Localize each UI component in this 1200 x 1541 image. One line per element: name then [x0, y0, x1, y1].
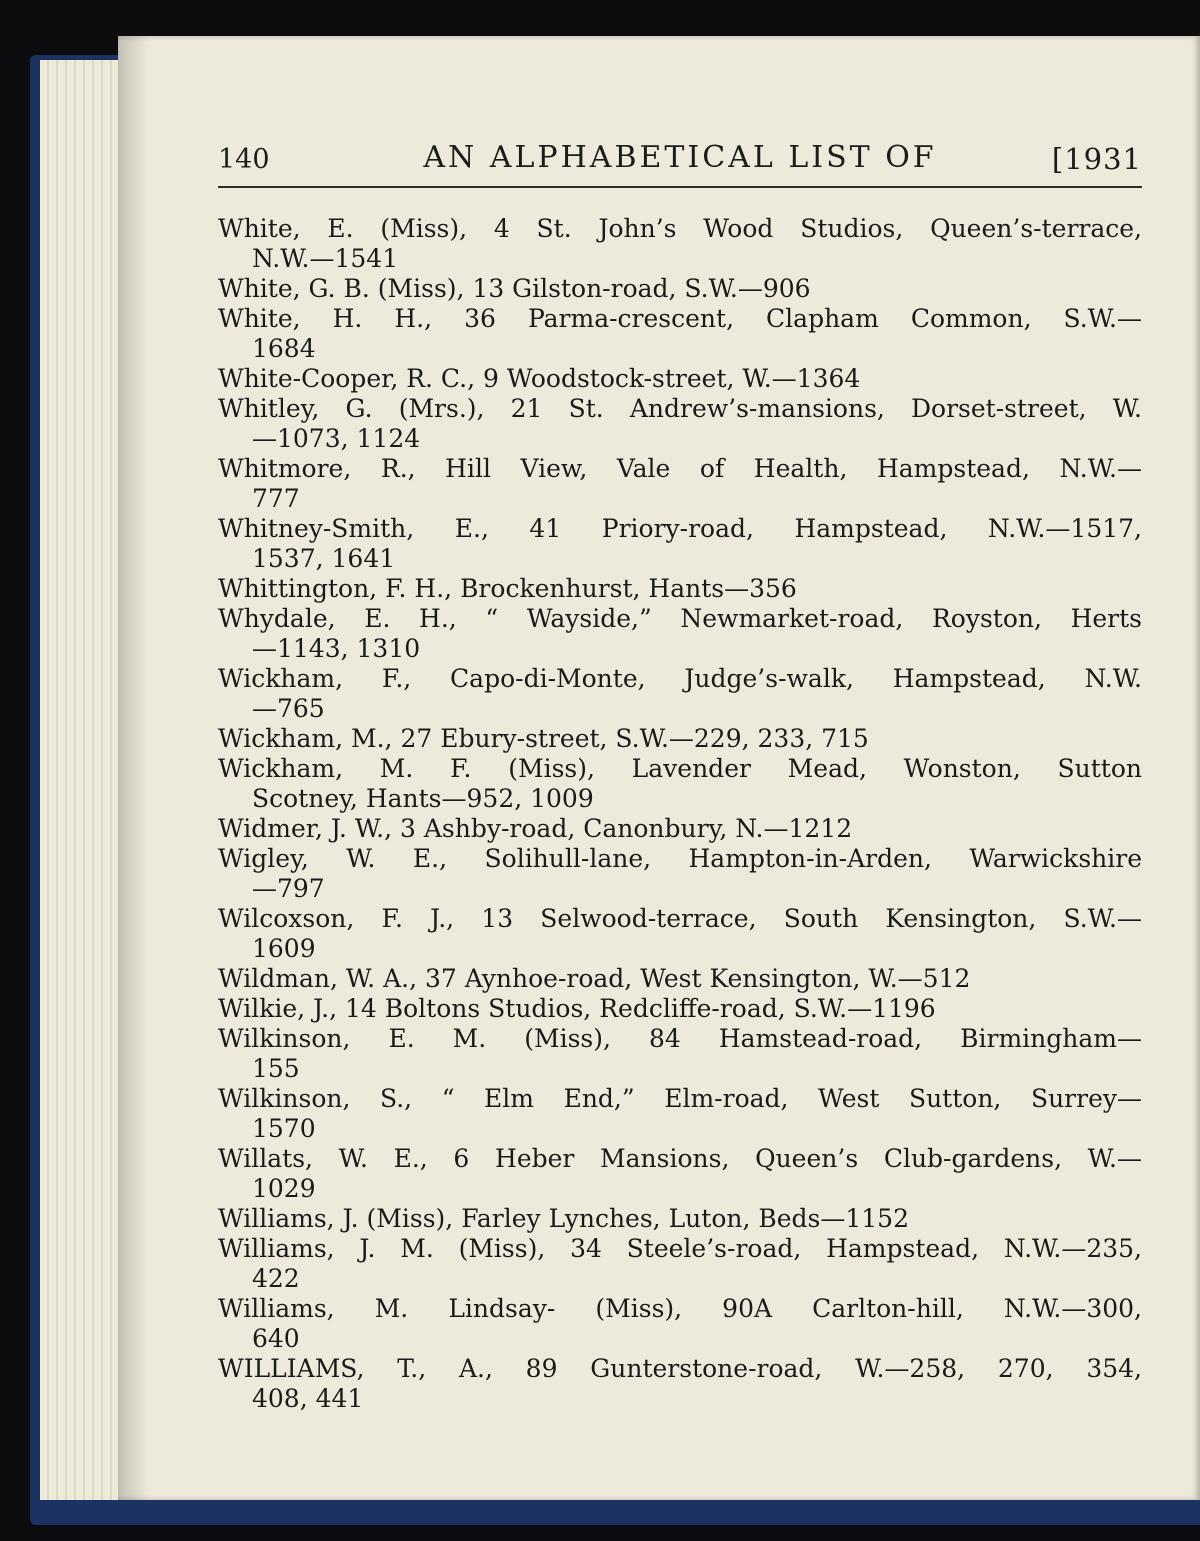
entry-line: Wilkie, J., 14 Boltons Studios, Redcliffe-road, S.W.—1196: [218, 994, 936, 1023]
entry-continuation: N.W.—1541: [252, 244, 399, 273]
entry-line: Wilkinson, E. M. (Miss), 84 Hamstead-road, Birmingham—: [218, 1024, 1142, 1053]
page-number: 140: [218, 144, 270, 175]
entry-line: White, H. H., 36 Parma-crescent, Clapham Common, S.W.—: [218, 304, 1142, 333]
entry-line: Wickham, M. F. (Miss), Lavender Mead, Wonston, Sutton: [218, 754, 1142, 783]
list-entry: [218, 1084, 1142, 1144]
list-entry: [218, 994, 1142, 1024]
entry-line: White, G. B. (Miss), 13 Gilston-road, S.W.—906: [218, 274, 811, 303]
list-entry: [218, 394, 1142, 454]
header-rule: [218, 186, 1142, 188]
list-entry: [218, 454, 1142, 514]
entry-continuation: 408, 441: [252, 1384, 364, 1413]
entry-continuation: 1570: [252, 1114, 316, 1143]
entry-line: WILLIAMS, T., A., 89 Gunterstone-road, W.—258, 270, 354,: [218, 1354, 1142, 1383]
entry-line: Williams, J. M. (Miss), 34 Steele’s-road, Hampstead, N.W.—235,: [218, 1234, 1142, 1263]
entry-line: Wickham, M., 27 Ebury-street, S.W.—229, 233, 715: [218, 724, 869, 753]
page-edges: [40, 60, 130, 1500]
entry-continuation: —1143, 1310: [252, 634, 421, 663]
entry-line: Wickham, F., Capo-di-Monte, Judge’s-walk, Hampstead, N.W.: [218, 664, 1142, 693]
entry-continuation: 155: [252, 1054, 300, 1083]
list-entry: [218, 754, 1142, 814]
entry-line: Whydale, E. H., “ Wayside,” Newmarket-road, Royston, Herts: [218, 604, 1142, 633]
list-entry: [218, 964, 1142, 994]
entry-line: Whittington, F. H., Brockenhurst, Hants—356: [218, 574, 797, 603]
entry-continuation: 1684: [252, 334, 316, 363]
entry-continuation: 1029: [252, 1174, 316, 1203]
entry-line: Whitley, G. (Mrs.), 21 St. Andrew’s-mansions, Dorset-street, W.: [218, 394, 1142, 423]
entry-line: Wildman, W. A., 37 Aynhoe-road, West Kensington, W.—512: [218, 964, 971, 993]
list-entry: [218, 814, 1142, 844]
list-entry: [218, 1234, 1142, 1294]
list-entry: [218, 1294, 1142, 1354]
entry-continuation: Scotney, Hants—952, 1009: [252, 784, 594, 813]
entry-line: Wilcoxson, F. J., 13 Selwood-terrace, South Kensington, S.W.—: [218, 904, 1142, 933]
entry-continuation: 1609: [252, 934, 316, 963]
entry-line: Whitmore, R., Hill View, Vale of Health, Hampstead, N.W.—: [218, 454, 1142, 483]
entry-line: White-Cooper, R. C., 9 Woodstock-street, W.—1364: [218, 364, 861, 393]
list-entry: [218, 274, 1142, 304]
entry-continuation: 640: [252, 1324, 300, 1353]
list-entry: [218, 364, 1142, 394]
list-entry: [218, 724, 1142, 754]
entry-line: Wigley, W. E., Solihull-lane, Hampton-in-Arden, Warwickshire: [218, 844, 1142, 873]
entry-continuation: —1073, 1124: [252, 424, 421, 453]
entry-continuation: —797: [252, 874, 325, 903]
list-entry: [218, 514, 1142, 574]
entry-list: [218, 214, 1142, 1414]
header-year: [1931: [1051, 142, 1142, 176]
list-entry: [218, 1204, 1142, 1234]
entry-line: Willats, W. E., 6 Heber Mansions, Queen’s Club-gardens, W.—: [218, 1144, 1142, 1173]
list-entry: [218, 844, 1142, 904]
list-entry: [218, 214, 1142, 274]
entry-line: Williams, M. Lindsay- (Miss), 90A Carlton-hill, N.W.—300,: [218, 1294, 1142, 1323]
list-entry: [218, 304, 1142, 364]
running-header: [218, 132, 1142, 184]
list-entry: [218, 664, 1142, 724]
list-entry: [218, 1144, 1142, 1204]
entry-continuation: 422: [252, 1264, 300, 1293]
list-entry: [218, 1024, 1142, 1084]
list-entry: [218, 604, 1142, 664]
entry-line: White, E. (Miss), 4 St. John’s Wood Studios, Queen’s-terrace,: [218, 214, 1142, 243]
entry-line: Williams, J. (Miss), Farley Lynches, Luton, Beds—1152: [218, 1204, 909, 1233]
list-entry: [218, 574, 1142, 604]
entry-continuation: 777: [252, 484, 300, 513]
gutter-shadow: [118, 36, 148, 1500]
entry-line: Widmer, J. W., 3 Ashby-road, Canonbury, N.—1212: [218, 814, 853, 843]
page-title: AN ALPHABETICAL LIST OF: [423, 140, 937, 175]
entry-line: Wilkinson, S., “ Elm End,” Elm-road, West Sutton, Surrey—: [218, 1084, 1142, 1113]
list-entry: [218, 904, 1142, 964]
list-entry: [218, 1354, 1142, 1414]
entry-continuation: 1537, 1641: [252, 544, 396, 573]
entry-line: Whitney-Smith, E., 41 Priory-road, Hampstead, N.W.—1517,: [218, 514, 1142, 543]
entry-continuation: —765: [252, 694, 325, 723]
